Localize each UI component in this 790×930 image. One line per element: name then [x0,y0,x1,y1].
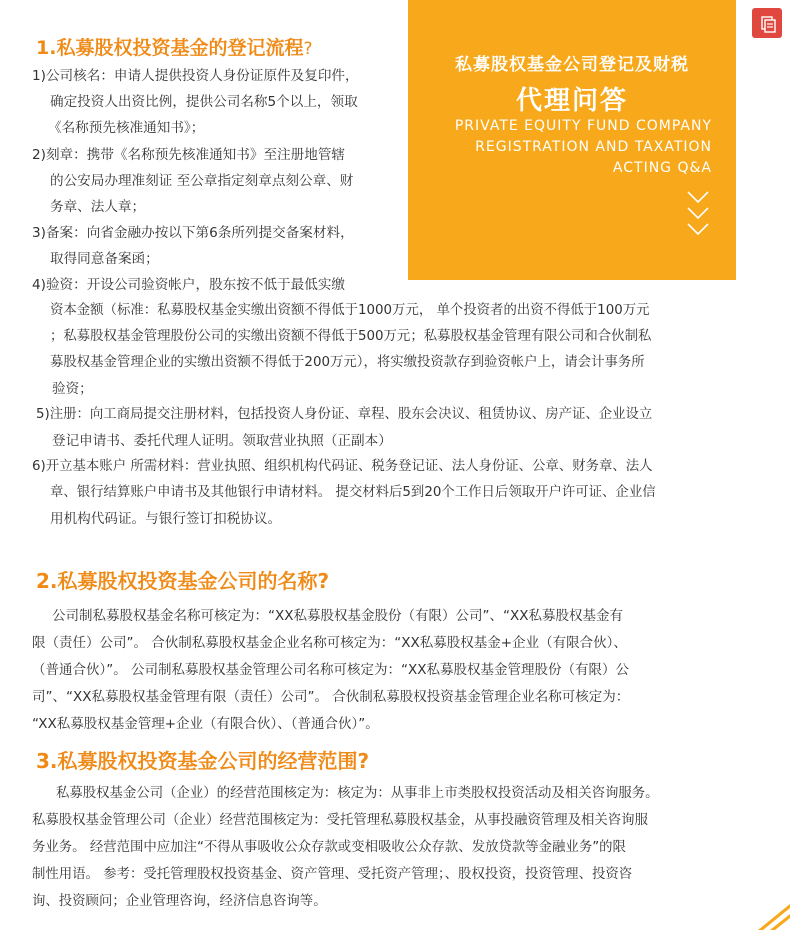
section1-line: 募股权基金管理企业的实缴出资额不得低于200万元），将实缴投资款存到验资帐户上，请会计事务所 [50,355,645,370]
banner-title-line2: 代理问答 [515,86,628,116]
section1-line: 5)注册：向工商局提交注册材料，包括投资人身份证、章程、股东会决议、租赁协议、房产证、企业设立 [36,407,653,422]
section1-line: 取得同意备案函； [50,251,159,267]
section1-line: 3)备案：向省金融办按以下第6条所列提交备案材料， [32,225,354,241]
section2-line: （普通合伙）”。 公司制私募股权基金管理公司名称可核定为：“XX私募股权基金管理股份（有限）公 [32,662,630,678]
section1-line: 用机构代码证。与银行签订扣税协议。 [50,511,282,527]
section3-line: 制性用语。 参考：受托管理股权投资基金、资产管理、受托资产管理；、股权投资，投资管理、投资咨 [32,867,633,882]
corner-decoration [745,890,790,930]
section1-heading-text: 1.私募股权投资基金的登记流程 [36,37,304,59]
banner-title-line1: 私募股权基金公司登记及财税 [455,55,689,75]
title-banner [408,0,736,280]
section1-heading [36,33,312,60]
section1-line: 验资； [52,381,93,397]
section2-heading: 2.私募股权投资基金公司的名称? [36,569,330,593]
section1-line: 的公安局办理准刻证 至公章指定刻章点刻公章、财 [50,173,354,189]
section1-line: 确定投资人出资比例，提供公司名称5个以上，领取 [50,94,358,110]
banner-en-line: ACTING Q&A [612,160,712,176]
section3-heading: 3.私募股权投资基金公司的经营范围? [36,749,370,773]
banner-english-title [412,116,712,179]
section1-heading-mark: ? [303,39,313,59]
share-button[interactable] [752,8,782,38]
section1-line: 1)公司核名：申请人提供投资人身份证原件及复印件， [32,68,359,84]
section3-line: 务业务。 经营范围中应加注“不得从事吸收公众存款或变相吸收公众存款、发放贷款等金融业务”的限 [32,840,626,855]
section1-line: ；私募股权基金管理股份公司的实缴出资额不得低于500万元；私募股权基金管理有限公司和合伙制私 [50,329,652,344]
section1-line: 6)开立基本账户 所需材料：营业执照、组织机构代码证、税务登记证、法人身份证、公章、财务章、法人 [32,459,653,474]
section3-line: 询、投资顾问；企业管理咨询，经济信息咨询等。 [32,894,327,909]
section1-line: 《名称预先核准通知书》； [48,120,205,136]
section3-line: 私募股权基金公司（企业）的经营范围核定为：核定为：从事非上市类股权投资活动及相关咨询服务。 [56,786,659,801]
section2-line: 限（责任）公司”。 合伙制私募股权基金企业名称可核定为：“XX私募股权基金+企业（有限合伙）、 [32,635,627,651]
banner-en-line: REGISTRATION AND TAXATION [475,139,712,155]
section1-line: 4)验资：开设公司验资帐户，股东按不低于最低实缴 [32,277,346,293]
chevron-down-triple-icon [686,190,710,240]
section1-line: 2)刻章：携带《名称预先核准通知书》至注册地管辖 [32,147,346,163]
section1-line: 章、银行结算账户申请书及其他银行申请材料。 提交材料后5到20个工作日后领取开户许可证、企业信 [50,485,656,500]
section2-line: 公司制私募股权基金名称可核定为：“XX私募股权基金股份（有限）公司”、“XX私募股权基金有 [52,608,623,624]
section2-line: 司”、“XX私募股权基金管理有限（责任）公司”。 合伙制私募股权投资基金管理企业名称可核定为： [32,689,630,705]
banner-en-line: PRIVATE EQUITY FUND COMPANY [454,118,712,134]
section1-line: 登记申请书、委托代理人证明。领取营业执照（正副本） [52,433,392,449]
section1-line: 务章、法人章； [50,199,146,215]
section2-line: “XX私募股权基金管理+企业（有限合伙）、（普通合伙）”。 [32,716,379,732]
share-icon [752,8,782,38]
section3-line: 私募股权基金管理公司（企业）经营范围核定为：受托管理私募股权基金，从事投融资管理及相关咨询服 [32,813,648,828]
section1-line: 资本金额（标准：私募股权基金实缴出资额不得低于1000万元， 单个投资者的出资不得低于100万元 [50,303,650,318]
